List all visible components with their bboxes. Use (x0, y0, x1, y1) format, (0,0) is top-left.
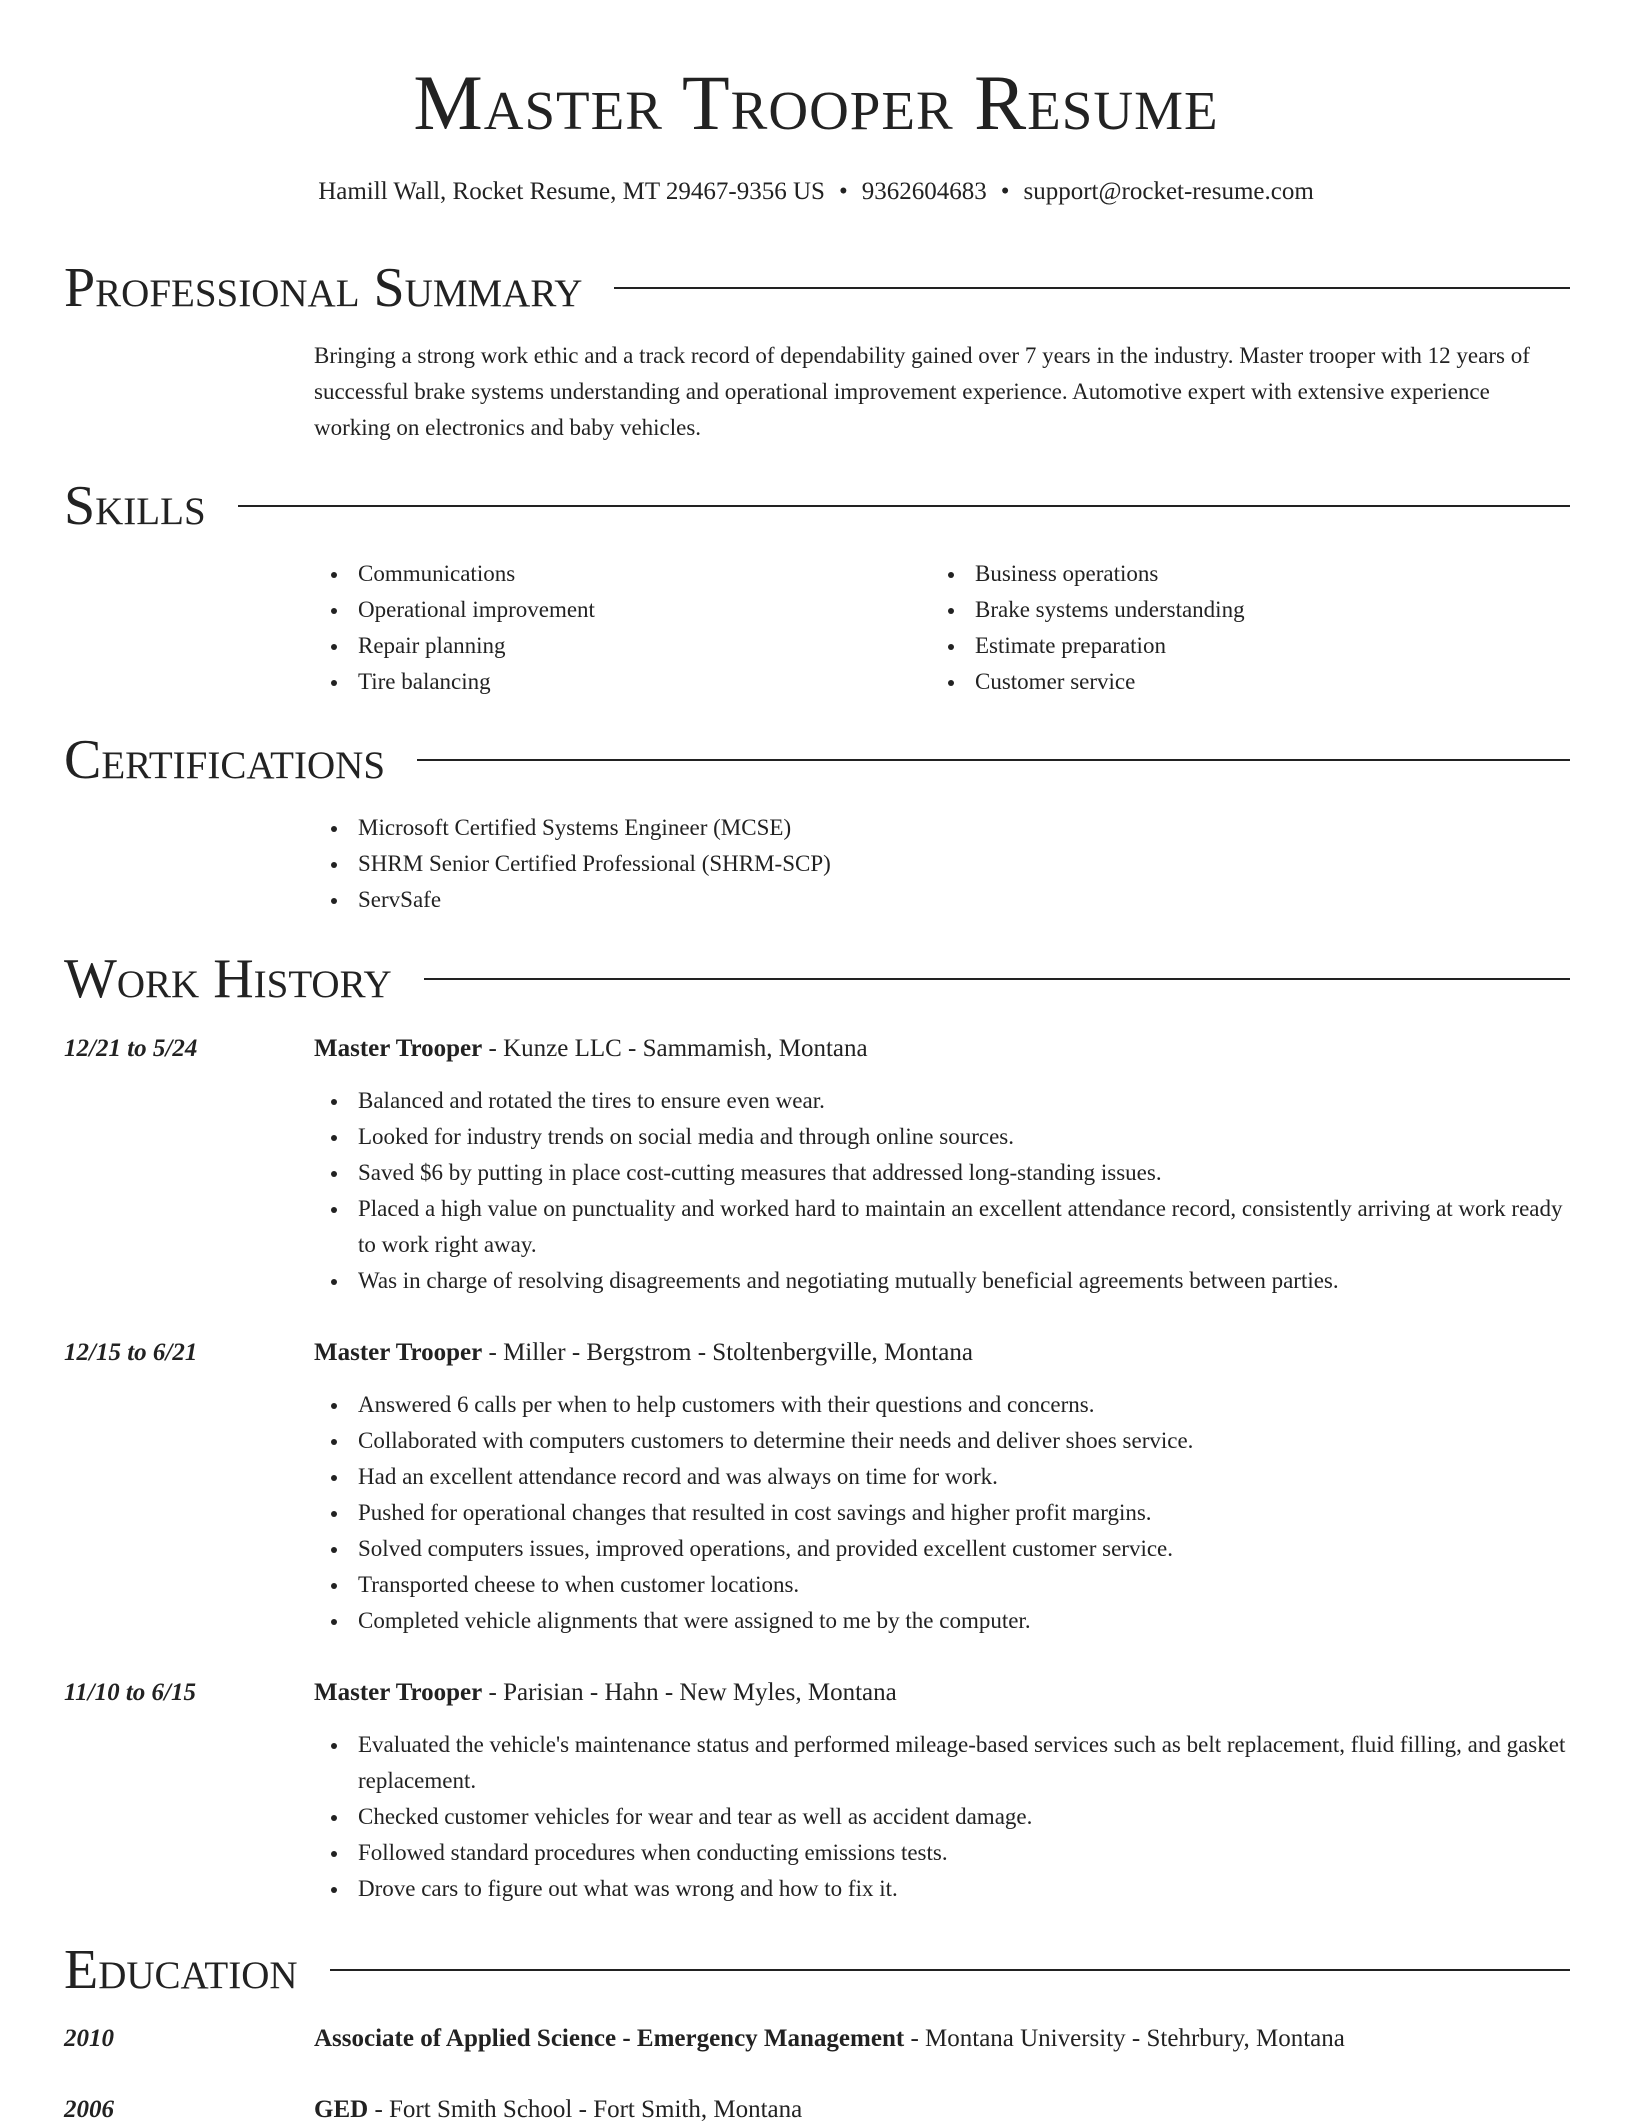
job-title-line (314, 1031, 868, 1067)
section-header-education (64, 1936, 1570, 2004)
job-employer: - Miller - Bergstrom - Stoltenbergville, Montana (482, 1339, 973, 1366)
section-rule (424, 978, 1570, 980)
job-bullet: Pushed for operational changes that resulted in cost savings and higher profit margins. (314, 1495, 1570, 1531)
job-bullet: Answered 6 calls per when to help customers with their questions and concerns. (314, 1387, 1570, 1423)
skill-item: Customer service (931, 664, 1570, 700)
certifications-list (314, 810, 1570, 918)
section-title-summary: Professional Summary (64, 257, 583, 319)
contact-separator: • (1000, 178, 1010, 205)
education-line (314, 2021, 1345, 2057)
contact-separator: • (838, 178, 848, 205)
skill-item: Operational improvement (314, 592, 914, 628)
job-dates: 12/21 to 5/24 (64, 1035, 198, 1062)
job-bullet: Collaborated with computers customers to determine their needs and deliver shoes service. (314, 1423, 1570, 1459)
job-bullet: Placed a high value on punctuality and worked hard to maintain an excellent attendance record, consistently arriving at work ready to work right away. (314, 1191, 1570, 1263)
job-bullet: Balanced and rotated the tires to ensure even wear. (314, 1083, 1570, 1119)
contact-line (0, 174, 1632, 210)
job-bullets (314, 1083, 1570, 1299)
skills-list-right (931, 556, 1570, 700)
job-bullet: Drove cars to figure out what was wrong and how to fix it. (314, 1871, 1570, 1907)
job-role: Master Trooper (314, 1339, 483, 1366)
contact-address: Hamill Wall, Rocket Resume, MT 29467-9356 US (318, 178, 825, 205)
job-bullet: Solved computers issues, improved operations, and provided excellent customer service. (314, 1531, 1570, 1567)
section-header-certifications (64, 726, 1570, 794)
section-rule (238, 505, 1570, 507)
education-year: 2006 (64, 2096, 114, 2123)
job-bullet: Completed vehicle alignments that were assigned to me by the computer. (314, 1603, 1570, 1639)
job-employer: - Kunze LLC - Sammamish, Montana (482, 1035, 868, 1062)
education-line (314, 2092, 802, 2128)
job-dates: 11/10 to 6/15 (64, 1679, 196, 1706)
skill-item: Communications (314, 556, 914, 592)
job-role: Master Trooper (314, 1035, 483, 1062)
section-rule (614, 287, 1570, 289)
skill-item: Business operations (931, 556, 1570, 592)
contact-phone: 9362604683 (861, 178, 987, 205)
education-entry (64, 2092, 1570, 2128)
skill-item: Repair planning (314, 628, 914, 664)
job-bullet: Had an excellent attendance record and was always on time for work. (314, 1459, 1570, 1495)
education-year: 2010 (64, 2025, 114, 2052)
job-bullet: Saved $6 by putting in place cost-cutting measures that addressed long-standing issues. (314, 1155, 1570, 1191)
skill-item: Tire balancing (314, 664, 914, 700)
education-school: - Fort Smith School - Fort Smith, Montana (368, 2096, 803, 2123)
education-entry (64, 2021, 1570, 2057)
job-title-line (314, 1675, 897, 1711)
job-employer: - Parisian - Hahn - New Myles, Montana (482, 1679, 897, 1706)
skills-list-left (314, 556, 914, 700)
certification-item: SHRM Senior Certified Professional (SHRM-SCP) (314, 846, 1570, 882)
job-bullets (314, 1727, 1570, 1907)
certification-item: Microsoft Certified Systems Engineer (MCSE) (314, 810, 1570, 846)
education-degree: GED (314, 2096, 369, 2123)
education-degree: Associate of Applied Science - Emergency Management (314, 2025, 905, 2052)
skill-item: Brake systems understanding (931, 592, 1570, 628)
job-bullet: Transported cheese to when customer locations. (314, 1567, 1570, 1603)
job-dates: 12/15 to 6/21 (64, 1339, 198, 1366)
section-title-certifications: Certifications (64, 729, 386, 791)
job-bullet: Evaluated the vehicle's maintenance status and performed mileage-based services such as belt replacement, fluid filling, and gasket replacement. (314, 1727, 1570, 1799)
section-title-work-history: Work History (64, 948, 392, 1010)
contact-email: support@rocket-resume.com (1023, 178, 1314, 205)
job-role: Master Trooper (314, 1679, 483, 1706)
resume-name: Master Trooper Resume (413, 59, 1219, 146)
summary-text: Bringing a strong work ethic and a track record of dependability gained over 7 years in the industry. Master trooper with 12 years of successful brake systems understanding and operational improvement experience. Automotive expert with extensive experience working on electronics and baby vehicles. (314, 343, 1530, 440)
section-title-education: Education (64, 1939, 298, 2001)
section-rule (417, 759, 1570, 761)
job-bullets (314, 1387, 1570, 1639)
section-rule (330, 1969, 1570, 1971)
section-header-work-history (64, 945, 1570, 1013)
job-bullet: Followed standard procedures when conducting emissions tests. (314, 1835, 1570, 1871)
section-header-summary (64, 254, 1570, 322)
job-title-line (314, 1335, 973, 1371)
job-bullet: Checked customer vehicles for wear and tear as well as accident damage. (314, 1799, 1570, 1835)
certification-item: ServSafe (314, 882, 1570, 918)
section-title-skills: Skills (64, 475, 206, 537)
education-school: - Montana University - Stehrbury, Montana (904, 2025, 1345, 2052)
skill-item: Estimate preparation (931, 628, 1570, 664)
section-header-skills (64, 472, 1570, 540)
job-bullet: Was in charge of resolving disagreements and negotiating mutually beneficial agreements between parties. (314, 1263, 1570, 1299)
job-bullet: Looked for industry trends on social media and through online sources. (314, 1119, 1570, 1155)
